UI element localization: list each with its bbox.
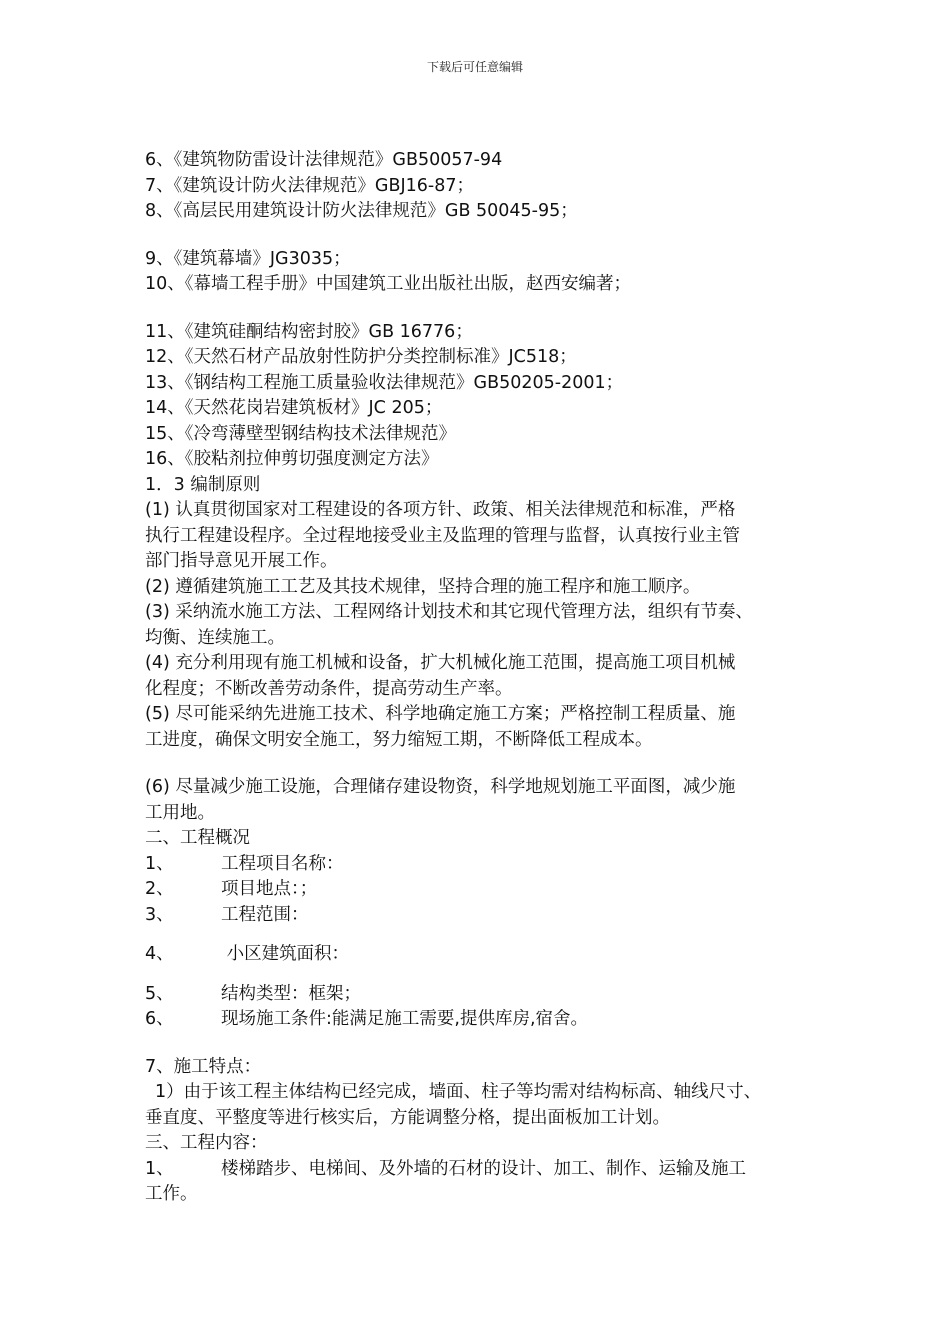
overview-item-text: 项目地点：；: [221, 879, 318, 899]
content-item-continuation: 工作。: [145, 1184, 198, 1204]
reference-item: 11、《建筑硅酮结构密封胶》GB 16776；: [145, 321, 473, 342]
overview-item: [145, 877, 835, 903]
overview-item-number: 5、: [145, 983, 174, 1004]
overview-item-text: 工程范围：: [221, 904, 309, 925]
content-item-text: 楼梯踏步、电梯间、及外墙的石材的设计、加工、制作、运输及施工: [221, 1158, 746, 1179]
principle-line: 工用地。: [145, 802, 215, 823]
overview-item: [145, 903, 835, 929]
overview-item-text: 工程项目名称：: [221, 853, 344, 874]
overview-item-number: 1、: [145, 853, 174, 874]
principle-line: 化程度；不断改善劳动条件，提高劳动生产率。: [145, 678, 513, 699]
content-item: [145, 1157, 835, 1183]
principle-line: 部门指导意见开展工作。: [145, 551, 338, 571]
overview-item: [145, 852, 835, 878]
overview-item: [145, 982, 835, 1008]
overview-item: [145, 942, 835, 968]
section-heading-2: 二、工程概况: [145, 828, 250, 848]
principle-line: 工进度，确保文明安全施工，努力缩短工期，不断降低工程成本。: [145, 729, 653, 750]
reference-item: 9、《建筑幕墙》JG3035；: [145, 248, 351, 269]
principle-line: (5) 尽可能采纳先进施工技术、科学地确定施工方案；严格控制工程质量、施: [145, 704, 736, 724]
principle-line: (6) 尽量减少施工设施，合理储存建设物资，科学地规划施工平面图，减少施: [145, 777, 736, 797]
principle-line: 均衡、连续施工。: [145, 627, 285, 648]
content-item-number: 1、: [145, 1158, 174, 1179]
reference-item: 15、《冷弯薄壁型钢结构技术法律规范》: [145, 423, 457, 444]
principle-line: (2) 遵循建筑施工工艺及其技术规律，坚持合理的施工程序和施工顺序。: [145, 576, 701, 597]
principle-line: 执行工程建设程序。全过程地接受业主及监理的管理与监督，认真按行业主管: [145, 525, 740, 546]
reference-item: 7、《建筑设计防火法律规范》GBJ16-87；: [145, 175, 474, 196]
overview-item: [145, 1007, 835, 1033]
principle-line: (3) 采纳流水施工方法、工程网络计划技术和其它现代管理方法，组织有节奏、: [145, 602, 753, 622]
features-line: 垂直度、平整度等进行核实后，方能调整分格，提出面板加工计划。: [145, 1107, 670, 1128]
reference-item: 14、《天然花岗岩建筑板材》JC 205；: [145, 398, 443, 418]
overview-item-text: 现场施工条件:能满足施工需要,提供库房,宿舍。: [221, 1009, 589, 1029]
features-line: 1）由于该工程主体结构已经完成，墙面、柱子等均需对结构标高、轴线尺寸、: [155, 1082, 762, 1102]
reference-item: 16、《胶粘剂拉伸剪切强度测定方法》: [145, 449, 439, 469]
overview-item-number: 3、: [145, 904, 174, 925]
overview-item-number: 2、: [145, 879, 174, 899]
principle-line: (4) 充分利用现有施工机械和设备，扩大机械化施工范围，提高施工项目机械: [145, 653, 736, 673]
principle-line: (1) 认真贯彻国家对工程建设的各项方针、政策、相关法律规范和标准，严格: [145, 500, 736, 520]
features-heading: 7、施工特点：: [145, 1056, 262, 1077]
document-body: [145, 148, 835, 1208]
overview-item-text: 结构类型：框架；: [221, 983, 361, 1004]
reference-item: 13、《钢结构工程施工质量验收法律规范》GB50205-2001；: [145, 372, 624, 393]
reference-item: 6、《建筑物防雷设计法律规范》GB50057-94: [145, 150, 503, 170]
section-heading-1-3: 1．3 编制原则: [145, 474, 261, 495]
overview-item-text: 小区建筑面积：: [221, 944, 350, 964]
overview-item-number: 6、: [145, 1009, 174, 1029]
reference-item: 10、《幕墙工程手册》中国建筑工业出版社出版，赵西安编著；: [145, 274, 632, 294]
reference-item: 8、《高层民用建筑设计防火法律规范》GB 50045-95；: [145, 201, 578, 221]
page-header: 下载后可任意编辑: [426, 60, 523, 74]
section-heading-3: 三、工程内容：: [145, 1133, 268, 1153]
overview-item-number: 4、: [145, 944, 174, 964]
reference-item: 12、《天然石材产品放射性防护分类控制标准》JC518；: [145, 347, 577, 367]
